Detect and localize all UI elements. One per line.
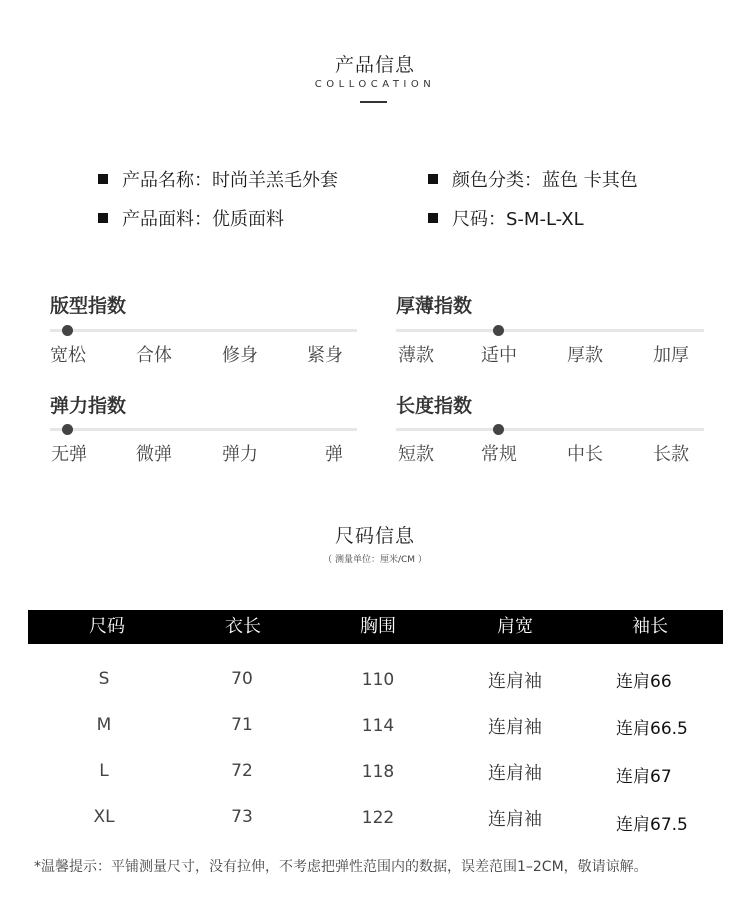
bullet-icon [98, 213, 108, 223]
fit-label-4: 紧身 [307, 345, 343, 366]
product-info-title: 产品信息 [334, 54, 415, 76]
thickness-index-track [396, 329, 704, 332]
table-cell-shoulder: 连肩袖 [488, 809, 542, 830]
table-cell-sleeve: 连肩66.5 [616, 719, 688, 739]
fit-label-3: 修身 [222, 345, 258, 366]
table-cell-size: XL [93, 807, 115, 827]
bullet-icon [428, 213, 438, 223]
footer-note: *温馨提示：平铺测量尺寸，没有拉伸，不考虑把弹性范围内的数据，误差范围1–2CM，敬请谅解。 [34, 859, 648, 875]
fit-index-track [50, 329, 357, 332]
size-info-title: 尺码信息 [334, 525, 415, 547]
title-underline [360, 101, 387, 103]
table-cell-sleeve: 连肩67 [616, 767, 672, 787]
product-fabric [98, 205, 284, 231]
thickness-index-title: 厚薄指数 [396, 295, 473, 317]
length-label-2: 常规 [481, 444, 517, 465]
elasticity-label-1: 无弹 [51, 444, 87, 465]
size-table-header [28, 610, 723, 644]
table-cell-length: 71 [231, 715, 253, 735]
length-label-3: 中长 [567, 444, 603, 465]
table-cell-length: 70 [231, 669, 253, 689]
product-fabric-text: 产品面料：优质面料 [122, 209, 284, 230]
table-cell-chest: 118 [361, 762, 395, 782]
header-sleeve: 袖长 [632, 616, 668, 637]
product-name-text: 产品名称：时尚羊羔毛外套 [122, 170, 338, 191]
elasticity-index-track [50, 428, 357, 431]
elasticity-label-4: 弹 [325, 444, 343, 465]
table-cell-shoulder: 连肩袖 [488, 763, 542, 784]
thickness-label-1: 薄款 [398, 345, 434, 366]
table-cell-shoulder: 连肩袖 [488, 717, 542, 738]
table-cell-size: M [96, 715, 112, 735]
length-index-title: 长度指数 [396, 395, 473, 417]
fit-label-1: 宽松 [50, 345, 86, 366]
bullet-icon [98, 174, 108, 184]
table-cell-sleeve: 连肩67.5 [616, 815, 688, 835]
thickness-index-marker [493, 325, 504, 336]
product-color-text: 颜色分类：蓝色 卡其色 [452, 170, 638, 191]
table-cell-size: L [99, 761, 109, 781]
product-name [98, 166, 338, 192]
thickness-label-4: 加厚 [653, 345, 689, 366]
table-cell-chest: 110 [361, 670, 395, 690]
table-cell-size: S [98, 669, 110, 689]
header-length: 衣长 [225, 616, 261, 637]
header-chest: 胸围 [360, 616, 396, 637]
length-label-1: 短款 [398, 444, 434, 465]
table-cell-sleeve: 连肩66 [616, 672, 672, 692]
product-color [428, 166, 638, 192]
length-index-track [396, 428, 704, 431]
fit-index-title: 版型指数 [50, 295, 127, 317]
length-index-marker [493, 424, 504, 435]
elasticity-index-marker [62, 424, 73, 435]
product-size [428, 205, 584, 231]
bullet-icon [428, 174, 438, 184]
table-cell-length: 73 [231, 807, 253, 827]
product-size-text: 尺码：S-M-L-XL [452, 209, 584, 230]
size-info-unit-note: （ 测量单位：厘米/CM ） [323, 555, 427, 565]
thickness-label-3: 厚款 [567, 345, 603, 366]
fit-index-marker [62, 325, 73, 336]
fit-label-2: 合体 [136, 345, 172, 366]
header-shoulder: 肩宽 [497, 616, 533, 637]
header-size: 尺码 [89, 616, 125, 637]
elasticity-label-3: 弹力 [222, 444, 258, 465]
table-cell-shoulder: 连肩袖 [488, 671, 542, 692]
elasticity-label-2: 微弹 [136, 444, 172, 465]
table-cell-chest: 122 [361, 808, 395, 828]
thickness-label-2: 适中 [481, 345, 517, 366]
elasticity-index-title: 弹力指数 [50, 395, 127, 417]
table-cell-length: 72 [231, 761, 253, 781]
length-label-4: 长款 [653, 444, 689, 465]
table-cell-chest: 114 [361, 716, 395, 736]
product-info-subtitle: COLLOCATION [314, 79, 436, 90]
